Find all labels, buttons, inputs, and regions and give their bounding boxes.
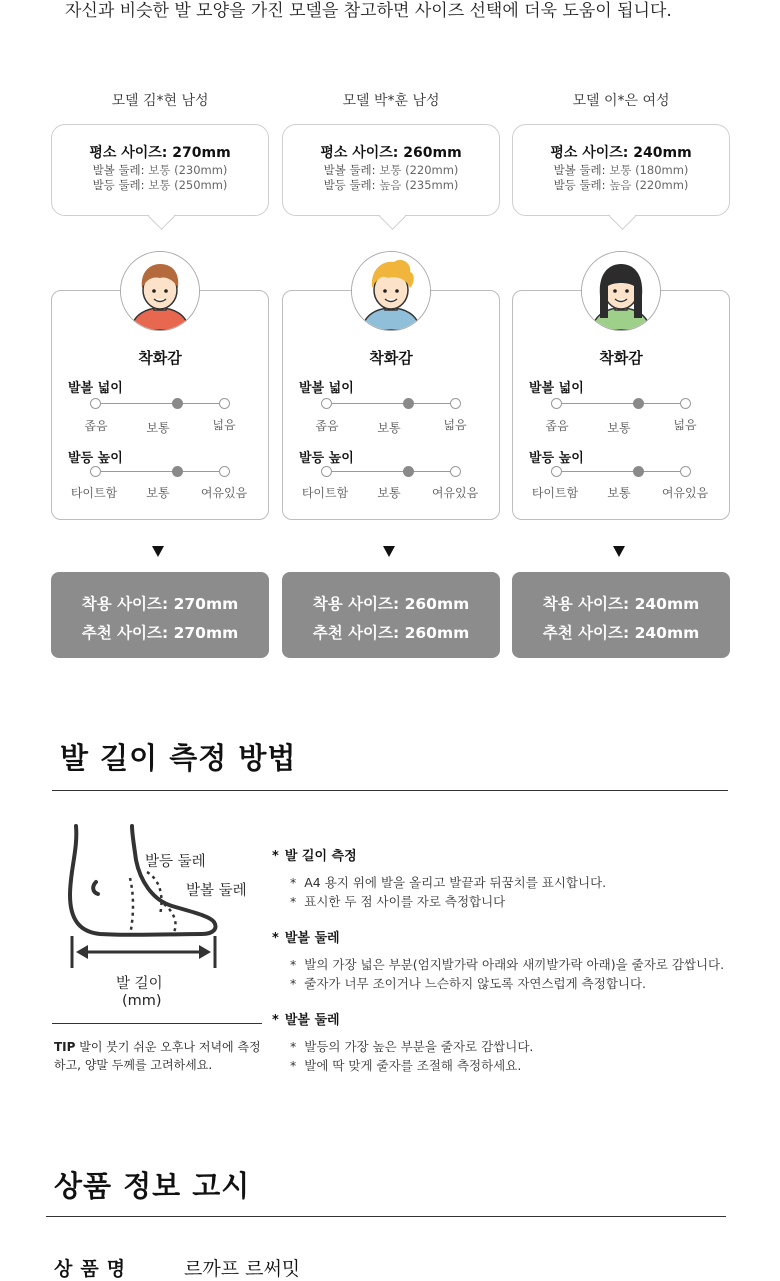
height-scale-label: 여유있음 <box>661 486 709 500</box>
product-name-value: 르까프 르써밋 <box>184 1258 301 1280</box>
measure-step: * 줄자가 너무 조이거나 느슨하지 않도록 자연스럽게 측정합니다. <box>290 976 647 991</box>
model-name: 모델 김*현 남성 <box>111 93 209 109</box>
height-scale-label: 보통 <box>607 486 631 500</box>
width-scale-label: 좁음 <box>545 419 569 433</box>
measure-section <box>272 848 606 911</box>
width-option-dot <box>450 398 461 409</box>
width-scale-label: 넓음 <box>673 418 697 432</box>
worn-size: 착용 사이즈: 260mm <box>312 595 470 613</box>
worn-size: 착용 사이즈: 240mm <box>542 595 700 613</box>
height-option-dot <box>90 466 101 477</box>
height-option-dot <box>219 466 230 477</box>
model-avatar <box>581 251 661 331</box>
usual-size-bubble <box>512 124 730 216</box>
size-result-box <box>51 572 269 658</box>
height-scale-labels <box>52 484 268 500</box>
ball-girth-label: 발볼 둘레 <box>186 883 247 899</box>
height-scale-label: 보통 <box>377 486 401 500</box>
width-scale-label: 보통 <box>146 421 170 435</box>
height-scale-label: 여유있음 <box>431 486 479 500</box>
foot-length-label: 발 길이 <box>116 976 163 992</box>
fit-title: 착화감 <box>138 349 182 367</box>
measure-divider <box>52 790 728 791</box>
width-option-dot <box>219 398 230 409</box>
fit-card <box>51 290 269 520</box>
height-option-dot <box>450 466 461 477</box>
bubble-tail <box>379 203 406 230</box>
ball-girth-info <box>513 163 729 178</box>
width-scale-labels <box>283 417 499 433</box>
width-label: 발볼 넓이 <box>68 381 123 396</box>
width-label: 발볼 넓이 <box>529 381 584 396</box>
tip-divider <box>52 1023 262 1024</box>
measure-section-title: * 발볼 둘레 <box>272 1013 340 1028</box>
recommended-size: 추천 사이즈: 270mm <box>81 624 239 642</box>
instep-girth-key: 발등 둘레: <box>553 178 606 192</box>
width-scale-label: 넓음 <box>443 418 467 432</box>
ball-girth-key: 발볼 둘레: <box>92 163 145 177</box>
measure-section <box>272 930 724 993</box>
tip-prefix: TIP <box>54 1040 76 1054</box>
height-scale-labels <box>513 484 729 500</box>
usual-size: 평소 사이즈: 240mm <box>550 145 692 161</box>
height-label: 발등 높이 <box>68 451 123 466</box>
height-option-dot <box>633 466 644 477</box>
ball-girth-value: 보통 (220mm) <box>379 163 459 177</box>
usual-size: 평소 사이즈: 260mm <box>320 145 462 161</box>
height-scale <box>52 465 268 479</box>
height-label: 발등 높이 <box>529 451 584 466</box>
bubble-tail <box>609 203 636 230</box>
ball-girth-key: 발볼 둘레: <box>553 163 606 177</box>
width-scale <box>513 397 729 411</box>
instep-girth-label: 발등 둘레 <box>145 854 206 870</box>
width-option-dot <box>90 398 101 409</box>
arrow-down-icon <box>613 546 625 557</box>
width-scale-label: 보통 <box>607 421 631 435</box>
instep-girth-info <box>283 178 499 193</box>
person-avatar-icon <box>352 252 430 330</box>
measure-step: * 발등의 가장 높은 부분을 줄자로 감쌉니다. <box>290 1039 534 1054</box>
height-scale-label: 여유있음 <box>200 486 248 500</box>
measure-step: * 발에 딱 맞게 줄자를 조절해 측정하세요. <box>290 1058 522 1073</box>
width-scale-label: 좁음 <box>84 419 108 433</box>
width-option-dot <box>321 398 332 409</box>
ball-girth-value: 보통 (180mm) <box>609 163 689 177</box>
height-scale <box>513 465 729 479</box>
product-info-divider <box>46 1216 726 1217</box>
height-option-dot <box>680 466 691 477</box>
model-column <box>512 88 730 520</box>
width-option-dot <box>680 398 691 409</box>
product-name-row <box>54 1254 300 1281</box>
size-result-box <box>282 572 500 658</box>
bubble-tail <box>148 203 175 230</box>
tip-body: 발이 붓기 쉬운 오후나 저녁에 측정하고, 양말 두께를 고려하세요. <box>54 1040 261 1072</box>
usual-size-bubble <box>51 124 269 216</box>
measure-step: * 발의 가장 넓은 부분(엄지발가락 아래와 새끼발가락 아래)을 줄자로 감쌉니다. <box>290 957 725 972</box>
model-column <box>282 88 500 520</box>
fit-card <box>282 290 500 520</box>
product-info-heading: 상품 정보 고시 <box>54 1169 251 1203</box>
instep-girth-info <box>513 178 729 193</box>
usual-size: 평소 사이즈: 270mm <box>89 145 231 161</box>
width-scale-label: 보통 <box>377 421 401 435</box>
person-avatar-icon <box>582 252 660 330</box>
worn-size: 착용 사이즈: 270mm <box>81 595 239 613</box>
height-scale-label: 타이트함 <box>531 486 579 500</box>
height-scale-label: 타이트함 <box>301 486 349 500</box>
height-option-dot <box>403 466 414 477</box>
person-avatar-icon <box>121 252 199 330</box>
measure-section <box>272 1012 533 1075</box>
product-name-label: 상품명 <box>54 1258 134 1280</box>
model-avatar <box>351 251 431 331</box>
width-scale-labels <box>513 417 729 433</box>
height-option-dot <box>172 466 183 477</box>
ball-girth-key: 발볼 둘레: <box>323 163 376 177</box>
usual-size-bubble <box>282 124 500 216</box>
height-scale-label: 보통 <box>146 486 170 500</box>
arrow-down-icon <box>383 546 395 557</box>
recommended-size: 추천 사이즈: 240mm <box>542 624 700 642</box>
instep-girth-key: 발등 둘레: <box>323 178 376 192</box>
width-scale-label: 좁음 <box>315 419 339 433</box>
width-label: 발볼 넓이 <box>299 381 354 396</box>
width-option-dot <box>551 398 562 409</box>
width-option-dot <box>633 398 644 409</box>
measure-section-title: * 발볼 둘레 <box>272 931 340 946</box>
width-scale <box>52 397 268 411</box>
measure-heading: 발 길이 측정 방법 <box>60 741 297 775</box>
measure-step: * A4 용지 위에 발을 올리고 발끝과 뒤꿈치를 표시합니다. <box>290 875 607 890</box>
height-label: 발등 높이 <box>299 451 354 466</box>
ball-girth-info <box>52 163 268 178</box>
foot-length-unit: (mm) <box>122 993 162 1009</box>
instep-girth-value: 보통 (250mm) <box>148 178 228 192</box>
ball-girth-value: 보통 (230mm) <box>148 163 228 177</box>
fit-card <box>512 290 730 520</box>
instep-girth-value: 높음 (220mm) <box>609 178 689 192</box>
fit-title: 착화감 <box>599 349 643 367</box>
height-scale <box>283 465 499 479</box>
height-scale-label: 타이트함 <box>70 486 118 500</box>
recommended-size: 추천 사이즈: 260mm <box>312 624 470 642</box>
width-option-dot <box>172 398 183 409</box>
height-option-dot <box>551 466 562 477</box>
fit-title: 착화감 <box>369 349 413 367</box>
instep-girth-info <box>52 178 268 193</box>
measure-section-title: * 발 길이 측정 <box>272 849 357 864</box>
instep-girth-value: 높음 (235mm) <box>379 178 459 192</box>
instep-girth-key: 발등 둘레: <box>92 178 145 192</box>
width-scale-labels <box>52 417 268 433</box>
size-result-box <box>512 572 730 658</box>
ball-girth-info <box>283 163 499 178</box>
tip-text <box>54 1038 264 1074</box>
model-name: 모델 이*은 여성 <box>572 93 670 109</box>
model-column <box>51 88 269 520</box>
width-option-dot <box>403 398 414 409</box>
width-scale <box>283 397 499 411</box>
width-scale-label: 넓음 <box>212 418 236 432</box>
arrow-down-icon <box>152 546 164 557</box>
model-avatar <box>120 251 200 331</box>
model-name: 모델 박*훈 남성 <box>342 93 440 109</box>
height-scale-labels <box>283 484 499 500</box>
measure-step: * 표시한 두 점 사이를 자로 측정합니다 <box>290 894 506 909</box>
intro-text: 자신과 비슷한 발 모양을 가진 모델을 참고하면 사이즈 선택에 더욱 도움이 됩니다. <box>65 1 672 21</box>
height-option-dot <box>321 466 332 477</box>
